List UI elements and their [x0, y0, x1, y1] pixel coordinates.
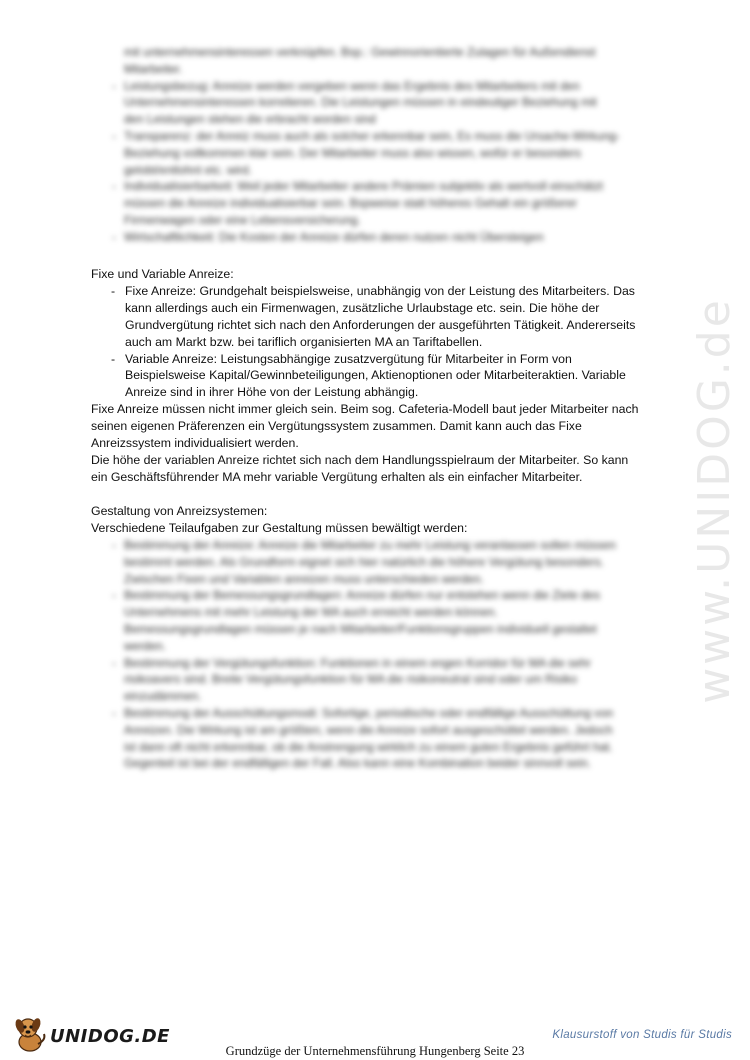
blurred-list-item [92, 229, 672, 246]
list-line: Grundvergütung richtet sich nach den Anforderungen der ausgeführten Tätigkeit. Andererseits [125, 317, 636, 332]
blurred-line: Gegenteil ist bei der endfälligen der Fall. Also kann eine Kombination beider sinnvoll sein. [124, 756, 591, 771]
logo-text: UNIDOG.DE [50, 1026, 170, 1047]
page-footer: Grundzüge der Unternehmensführung Hungenberg Seite 23 [225, 1044, 525, 1058]
blurred-line: - Wirtschaftlichkeit: Die Kosten der Anreize dürfen deren nutzen nicht Übersteigen [92, 229, 672, 246]
list-line: Anreize sind in ihrer Höhe von der Leistung abhängig. [125, 385, 419, 400]
paragraph-line: Fixe Anreize müssen nicht immer gleich sein. Beim sog. Cafeteria-Modell baut jeder Mitarbeiter nach [91, 402, 639, 417]
blurred-list-item [92, 587, 672, 654]
blurred-line: müssen die Anreize individualisierbar sein. Bspweise statt höheres Gehalt ein größerer [124, 196, 578, 211]
paragraph-line: Die höhe der variablen Anreize richtet sich nach dem Handlungsspielraum der Mitarbeiter. So kann [91, 452, 629, 467]
blurred-list-item [92, 128, 672, 178]
blurred-line: Beziehung vollkommen klar sein. Der Mitarbeiter muss also wissen, wofür er besonders [124, 145, 581, 160]
list-line: Fixe Anreize: Grundgehalt beispielsweise, unabhängig von der Leistung des Mitarbeiters. Das [125, 283, 635, 298]
blurred-line: bestimmt werden. Als Grundform eignet sich hier natürlich die höhere Vergütung besonders. [124, 554, 605, 569]
blurred-line: werden. [124, 638, 166, 653]
blurred-list-item [92, 655, 672, 705]
blurred-line: Bemessungsgrundlagen müssen je nach Mitarbeiter/Funktionsgruppen individuell gestaltet [124, 621, 597, 636]
paragraph-variable-scope [91, 452, 671, 486]
blurred-bottom-block [92, 537, 672, 772]
blurred-list-item [92, 537, 672, 587]
blurred-line: - Bestimmung der Vergütungsfunktion: Funktionen in einem engen Korridor für MA die sehr [92, 655, 672, 672]
section-incentive-design [91, 503, 671, 537]
blurred-line: - Bestimmung der Bemessungsgrundlagen: Anreize dürfen nur entstehen wenn die Ziele des [92, 587, 672, 604]
blurred-line: Unternehmensinteressen korrelieren. Die Leistungen müssen in eindeutiger Beziehung mit [124, 95, 597, 110]
blurred-line: - Bestimmung der Ausschüttungsmodi: Sofortige, periodische oder endfällige Ausschüttung von [92, 705, 672, 722]
blurred-list-item [92, 178, 672, 228]
blurred-line: - Transparenz: der Anreiz muss auch als solcher erkennbar sein, Es muss die Ursache-Wirkung- [92, 128, 672, 145]
paragraph-line: seinen eigenen Präferenzen ein Vergütungssystem zusammen. Damit kann auch das Fixe [91, 419, 582, 434]
blurred-line: Unternehmens mit mehr Leistung der MA auch erreicht werden können. [124, 605, 498, 620]
list-line: Beispielsweise Kapital/Gewinnbeteiligungen, Aktienoptionen oder Mitarbeiteraktien. Variable [125, 368, 626, 383]
blurred-line: - Bestimmung der Anreize: Anreize die Mitarbeiter zu mehr Leistung veranlassen sollen müssen [92, 537, 672, 554]
section-fixed-variable-incentives [91, 266, 671, 486]
blurred-list-item [92, 78, 672, 128]
blurred-line: risikoavers sind. Breite Vergütungsfunktion für MA die risikoneutral sind oder um Risiko [124, 672, 578, 687]
paragraph-line: ein Geschäftsführender MA mehr variable Vergütung erhalten als ein einfacher Mitarbeiter. [91, 469, 583, 484]
blurred-top-block [92, 44, 672, 246]
blurred-line: den Leistungen stehen die erbracht worden sind [124, 112, 376, 127]
section-heading: Gestaltung von Anreizsystemen: [91, 504, 268, 518]
blurred-line: Zwischen Fixen und Variablen anreizen muss unterschieden werden. [124, 571, 484, 586]
section-intro: Verschiedene Teilaufgaben zur Gestaltung müssen bewältigt werden: [91, 520, 468, 535]
list-line: auch am Markt bzw. bei tariflich organisierten MA an Tariftabellen. [125, 334, 483, 349]
blurred-line: Mitarbeiter. [124, 61, 183, 76]
blurred-line: - Individualisierbarkeit: Weil jeder Mitarbeiter andere Prämien subjektiv als wertvoll einschätzt [92, 178, 672, 195]
blurred-list-item [92, 705, 672, 772]
paragraph-line: Anreizssystem individualisiert werden. [91, 436, 299, 451]
blurred-line: ist dann oft nicht erkennbar, ob die Anstrengung wirklich zu einem guten Ergebnis geführt hat. [124, 739, 613, 754]
blurred-line: Anreizen. Die Wirkung ist am größten, wenn die Anreize sofort ausgeschüttet werden. Jedoch [124, 722, 613, 737]
section-heading: Fixe und Variable Anreize: [91, 267, 234, 281]
list-dash: - [111, 351, 116, 366]
list-item-variable-incentives [91, 351, 671, 402]
list-line: kann allerdings auch ein Firmenwagen, zusätzliche Urlaubstage etc. sein. Die höhe der [125, 300, 600, 315]
watermark-text: www.UNIDOG.de [688, 296, 740, 704]
blurred-line: Firmenwagen oder eine Lebensversicherung. [124, 212, 361, 227]
blurred-line: - Leistungsbezug: Anreize werden vergeben wenn das Ergebnis des Mitarbeiters mit den [92, 78, 672, 95]
blurred-line: einzudämmen. [124, 689, 202, 704]
list-dash: - [111, 283, 116, 298]
list-item-fixed-incentives [91, 283, 671, 351]
blurred-line: mit unternehmensinteressen verknüpfen. Bsp.: Gewinnorientierte Zulagen für Außendienst [124, 45, 596, 59]
list-line: Variable Anreize: Leistungsabhängige zusatzvergütung für Mitarbeiter in Form von [125, 351, 572, 366]
blurred-line: gelobt/entlohnt etc. wird. [124, 162, 252, 177]
tagline: Klausurstoff von Studis für Studis [552, 1029, 732, 1041]
paragraph-cafeteria-model [91, 401, 671, 452]
watermark [688, 240, 740, 760]
